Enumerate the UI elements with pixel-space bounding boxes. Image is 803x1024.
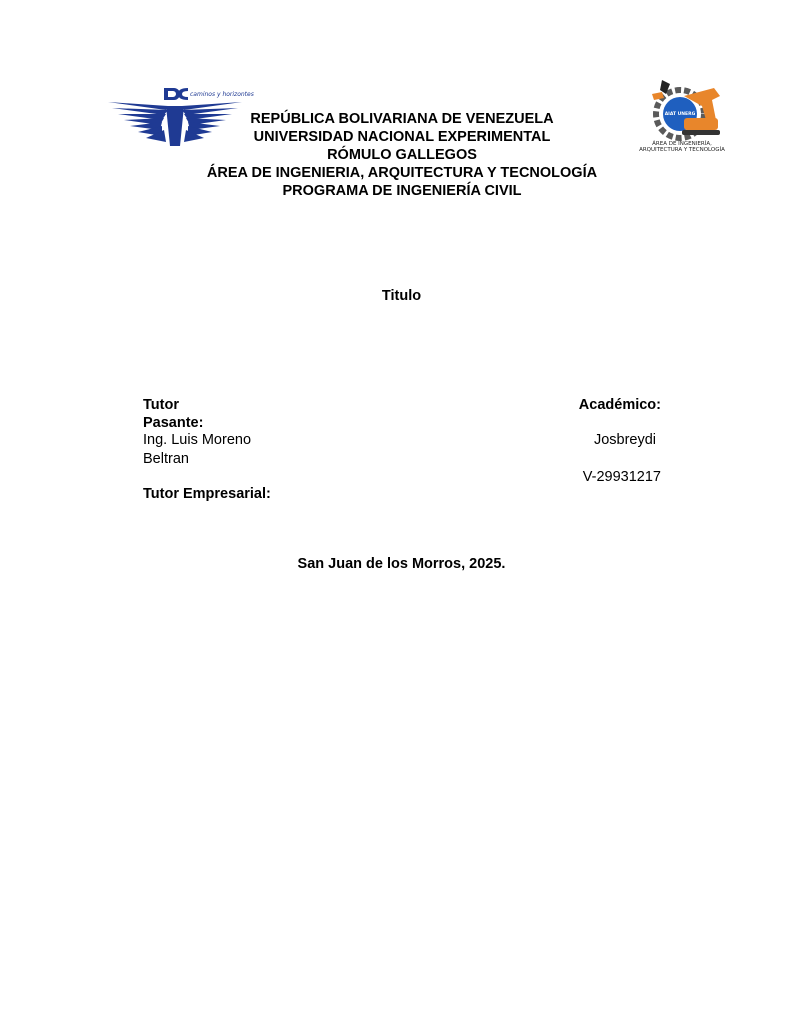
- student-name: Josbreydi: [593, 432, 656, 448]
- header-line-2: UNIVERSIDAD NACIONAL EXPERIMENTAL: [253, 129, 551, 145]
- academico-label: Académico:: [578, 397, 661, 413]
- logo-caption-line1: ÁREA DE INGENIERÍA,: [652, 141, 712, 147]
- tutor-name-line-2: Beltran: [143, 451, 189, 467]
- pasante-label: Pasante:: [143, 415, 204, 431]
- document-title: Titulo: [381, 288, 422, 304]
- tutor-empresarial-label: Tutor Empresarial:: [143, 486, 271, 502]
- header-line-5: PROGRAMA DE INGENIERÍA CIVIL: [282, 183, 522, 199]
- logo-motto: caminos y horizontes: [190, 91, 254, 98]
- logo-caption-line2: ARQUITECTURA Y TECNOLOGÍA: [639, 147, 725, 153]
- header-line-1: REPÚBLICA BOLIVARIANA DE VENEZUELA: [250, 111, 554, 127]
- tutor-name-line-1: Ing. Luis Moreno: [143, 432, 252, 448]
- student-id: V-29931217: [582, 469, 661, 485]
- header-line-4: ÁREA DE INGENIERIA, ARQUITECTURA Y TECNOLOGÍA: [206, 165, 598, 181]
- institution-header: [160, 110, 644, 200]
- tutor-label: Tutor: [143, 397, 179, 413]
- place-and-date: San Juan de los Morros, 2025.: [297, 556, 506, 572]
- logo-badge-text: AIAT UNERG: [664, 112, 696, 117]
- header-line-3: RÓMULO GALLEGOS: [327, 147, 477, 163]
